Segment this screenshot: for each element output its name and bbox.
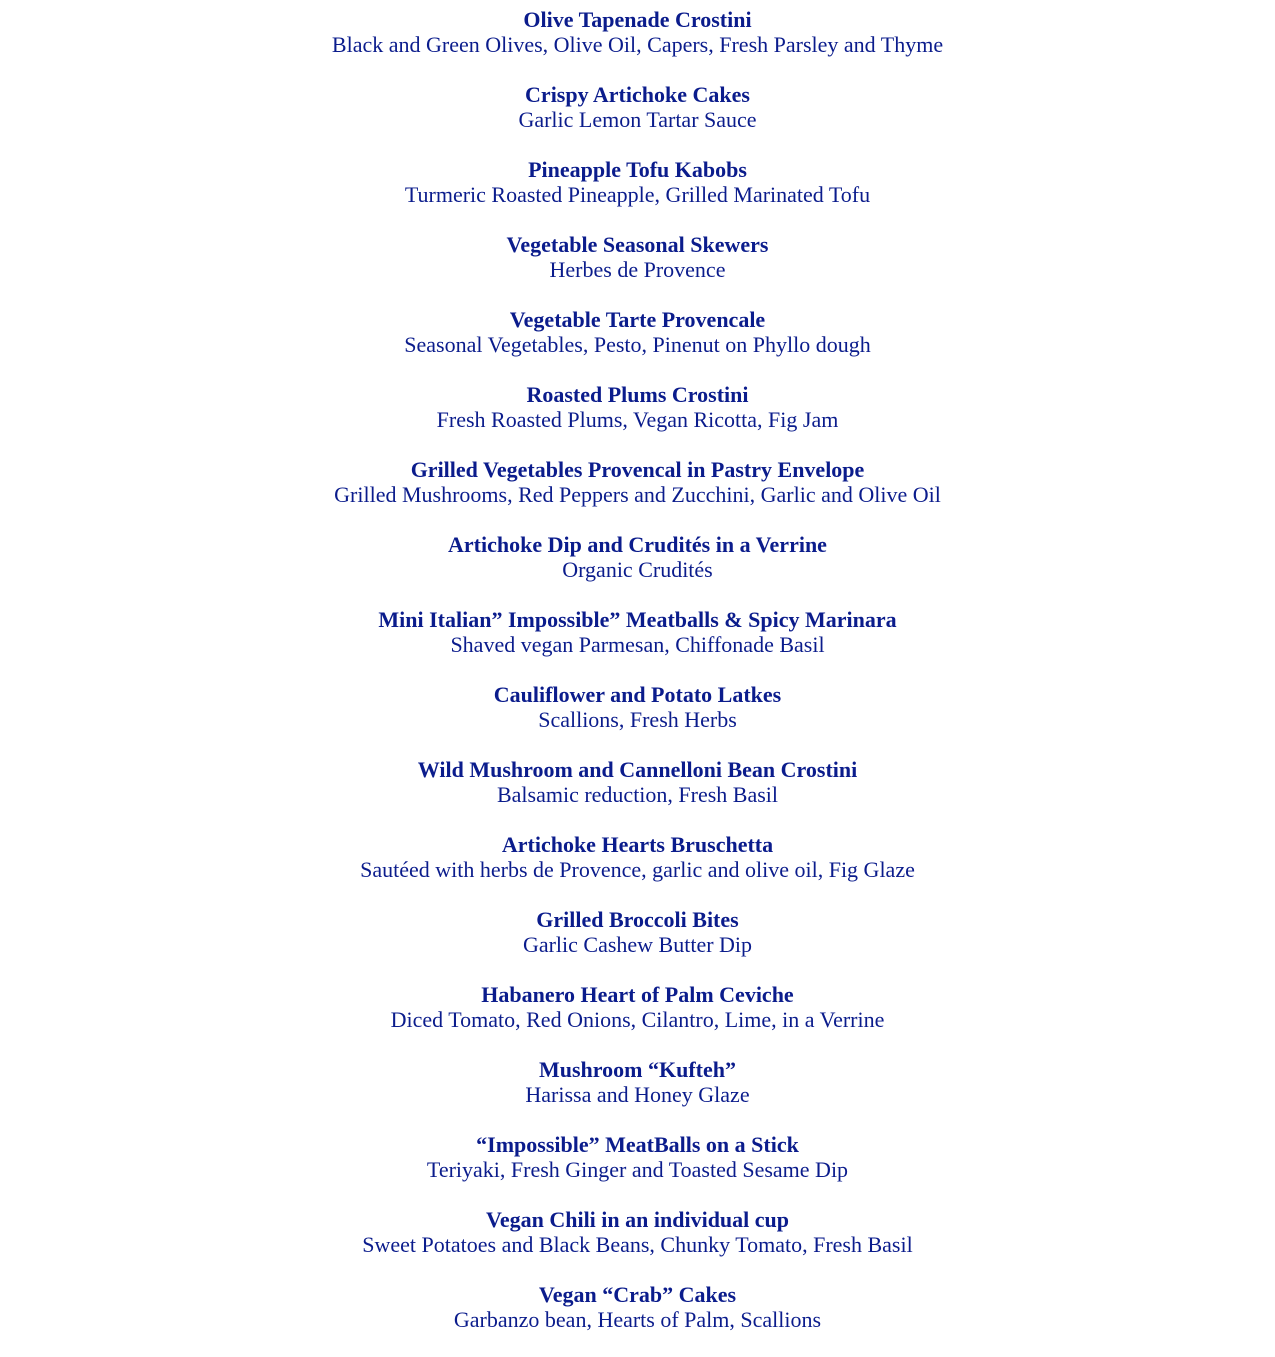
menu-item-description: Seasonal Vegetables, Pesto, Pinenut on Phyllo dough (404, 332, 871, 357)
menu-item-title: “Impossible” MeatBalls on a Stick (476, 1132, 799, 1157)
menu-item-description: Garbanzo bean, Hearts of Palm, Scallions (453, 1307, 822, 1332)
menu-item-title: Vegetable Tarte Provencale (509, 307, 766, 332)
menu-item (0, 1282, 1275, 1357)
menu-item-title: Crispy Artichoke Cakes (525, 82, 750, 107)
menu-item-title: Vegan “Crab” Cakes (538, 1282, 737, 1307)
menu-item-description: Turmeric Roasted Pineapple, Grilled Marinated Tofu (404, 182, 871, 207)
menu-item-description: Grilled Mushrooms, Red Peppers and Zucchini, Garlic and Olive Oil (334, 482, 941, 507)
menu-item (0, 757, 1275, 832)
menu-item-title: Mini Italian” Impossible” Meatballs & Spicy Marinara (378, 607, 897, 632)
menu-item (0, 307, 1275, 382)
menu-item-description: Black and Green Olives, Olive Oil, Capers, Fresh Parsley and Thyme (331, 32, 944, 57)
menu-item (0, 1207, 1275, 1282)
menu-item-description: Sautéed with herbs de Provence, garlic and olive oil, Fig Glaze (360, 857, 915, 882)
menu-item-description: Diced Tomato, Red Onions, Cilantro, Lime, in a Verrine (390, 1007, 885, 1032)
menu-item (0, 382, 1275, 457)
menu-item (0, 1132, 1275, 1207)
menu-item (0, 907, 1275, 982)
menu-item-title: Pineapple Tofu Kabobs (528, 157, 747, 182)
menu-item (0, 607, 1275, 682)
menu-item-description: Organic Crudités (562, 557, 713, 582)
menu-item (0, 232, 1275, 307)
menu-item-title: Vegan Chili in an individual cup (485, 1207, 790, 1232)
menu-item-description: Sweet Potatoes and Black Beans, Chunky Tomato, Fresh Basil (362, 1232, 913, 1257)
menu-item-title: Vegetable Seasonal Skewers (506, 232, 769, 257)
menu-item (0, 82, 1275, 157)
menu-item-description: Garlic Cashew Butter Dip (522, 932, 753, 957)
menu-item-title: Mushroom “Kufteh” (539, 1057, 736, 1082)
menu-list (0, 7, 1275, 1357)
menu-item (0, 832, 1275, 907)
menu-item-title: Habanero Heart of Palm Ceviche (481, 982, 794, 1007)
menu-item (0, 7, 1275, 82)
menu-item-description: Shaved vegan Parmesan, Chiffonade Basil (450, 632, 825, 657)
menu-item (0, 982, 1275, 1057)
menu-item-title: Grilled Vegetables Provencal in Pastry Envelope (410, 457, 865, 482)
menu-item-description: Balsamic reduction, Fresh Basil (496, 782, 779, 807)
menu-item (0, 532, 1275, 607)
menu-item (0, 457, 1275, 532)
menu-item-title: Roasted Plums Crostini (526, 382, 749, 407)
menu-item (0, 1057, 1275, 1132)
menu-item-description: Herbes de Provence (549, 257, 726, 282)
menu-item-title: Artichoke Dip and Crudités in a Verrine (448, 532, 827, 557)
menu-item-title: Artichoke Hearts Bruschetta (501, 832, 774, 857)
menu-item-description: Teriyaki, Fresh Ginger and Toasted Sesame Dip (426, 1157, 849, 1182)
menu-item (0, 682, 1275, 757)
menu-item-title: Wild Mushroom and Cannelloni Bean Crostini (417, 757, 858, 782)
menu-item-title: Cauliflower and Potato Latkes (493, 682, 782, 707)
menu-item (0, 157, 1275, 232)
menu-item-title: Olive Tapenade Crostini (523, 7, 752, 32)
menu-item-description: Scallions, Fresh Herbs (538, 707, 737, 732)
menu-item-description: Garlic Lemon Tartar Sauce (518, 107, 757, 132)
menu-item-title: Grilled Broccoli Bites (536, 907, 739, 932)
menu-item-description: Fresh Roasted Plums, Vegan Ricotta, Fig Jam (436, 407, 839, 432)
menu-item-description: Harissa and Honey Glaze (525, 1082, 750, 1107)
